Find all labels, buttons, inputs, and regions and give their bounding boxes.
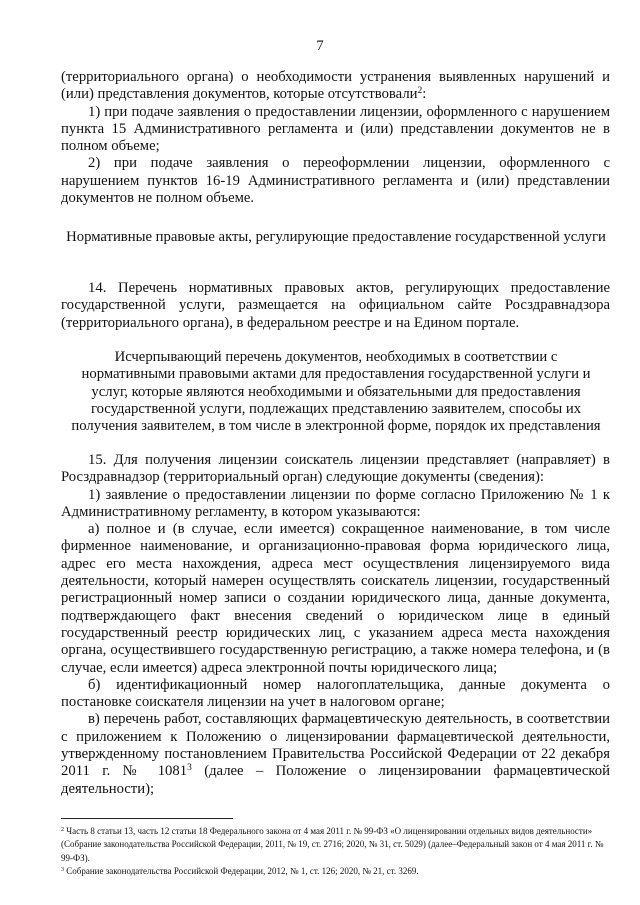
footnote-3: $^3$ Собрание законодательства Российской Федерации, 2012, № 1, ст. 126; 2020, № 21, ст. 3269. — [61, 865, 419, 876]
list-item-2: 2) при подаче заявления о переоформлении лицензии, оформленного с нарушением пунктов 16-19 Административного регламента и (или) представлении документов не полном объеме. — [61, 155, 610, 207]
footnote-ref-3[interactable]: 3 — [187, 763, 192, 774]
paragraph-14: 14. Перечень нормативных правовых актов, регулирующих предоставление государственной услуги, размещается на официальном сайте Росздравнадзора (территориального органа), в федеральном реестре и на Едином портале. — [61, 280, 610, 331]
paragraph-15: 15. Для получения лицензии соискатель лицензии представляет (направляет) в Росздравнадзор (территориальный орган) следующие документы (сведения): — [61, 452, 610, 486]
footnote-divider — [61, 818, 233, 819]
footnotes — [61, 825, 610, 878]
paragraph-15-item-1: 1) заявление о предоставлении лицензии по форме согласно Приложению № 1 к Административному регламенту, в котором указываются: — [61, 486, 610, 520]
section-heading-legal-acts: Нормативные правовые акты, регулирующие предоставление государственной услуги — [66, 229, 606, 245]
continuation-paragraph: (территориального органа) о необходимости устранения выявленных нарушений и (или) представления документов, которые отсутствовали$^2$: — [61, 69, 610, 103]
page-number: 7 — [316, 38, 324, 54]
subitem-v: в) перечень работ, составляющих фармацевтическую деятельность, в соответствии с приложением к Положению о лицензировании фармацевтической деятельности, утвержденному постановлением Правительства Российской Федерации от 22 декабря 2011 г. № 1081$^3$ (далее – Положение о лицензировании фармацевтической деятельности); — [61, 711, 610, 797]
list-item-1: 1) при подаче заявления о предоставлении лицензии, оформленного с нарушением пункта 15 Административного регламента и (или) представлении документов не в полном объеме; — [61, 103, 610, 155]
section-heading-documents: Исчерпывающий перечень документов, необходимых в соответствии с нормативными правовыми актами для предоставления государственной услуги и услуг, которые являются необходимыми и обязательными для предоставления государственной услуги, подлежащих представлению заявителем, способы их получения заявителем, в том числе в электронной форме, порядок их представления — [71, 349, 601, 435]
subitem-a: а) полное и (в случае, если имеется) сокращенное наименование, в том числе фирменное наименование, и организационно-правовая форма юридического лица, адрес его места нахождения, адреса мест осуществления лицензируемого вида деятельности, который намерен осуществлять соискатель лицензии, государственный регистрационный номер записи о создании юридического лица, данные документа, подтверждающего факт внесения сведений о юридическом лице в единый государственный реестр юридических лиц, с указанием адреса места нахождения органа, осуществившего государственную регистрацию, а также номера телефона, и (в случае, если имеется) адреса электронной почты юридического лица; — [61, 521, 610, 676]
footnote-2: $^2$ Часть 8 статьи 13, часть 12 статьи 18 Федерального закона от 4 мая 2011 г. № 99-ФЗ «О лицензировании отдельных видов деятельности» (Собрание законодательства Российской Федерации, 2011, № 19, ст. 2716; 2020, № 31, ст. 5029) (далее–Федеральный закон от 4 мая 2011 г. № 99-ФЗ). — [61, 826, 604, 863]
subitem-b: б) идентификационный номер налогоплательщика, данные документа о постановке соискателя лицензии на учет в налоговом органе; — [61, 676, 610, 711]
footnote-ref-2[interactable]: 2 — [417, 86, 423, 97]
text-block-main — [61, 452, 610, 798]
text-block-top — [61, 69, 610, 207]
